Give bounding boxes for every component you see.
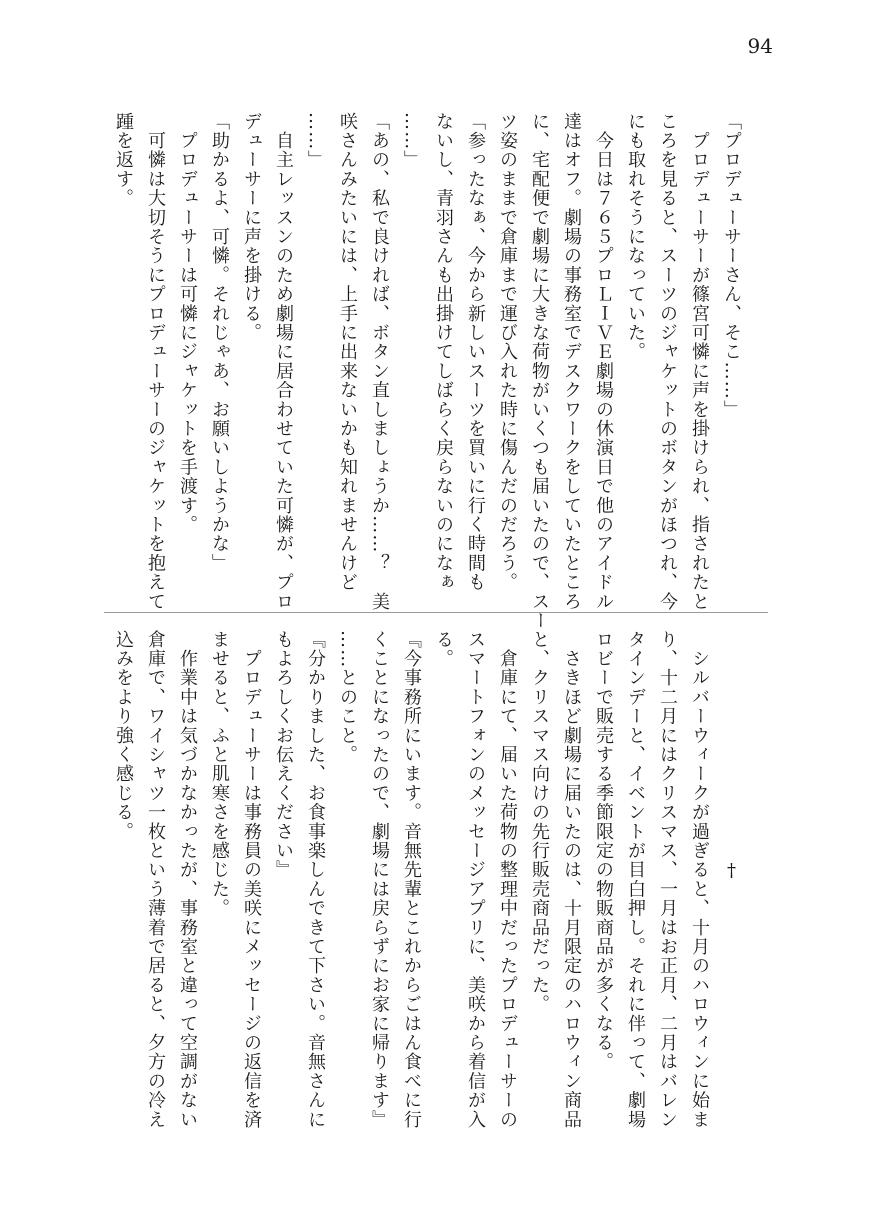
text-line: と、クリスマス向けの先行販売商品だった。	[529, 630, 550, 1014]
text-line: ませると、ふと肌寒さを感じた。	[209, 630, 230, 918]
page-number: 94	[747, 34, 773, 58]
text-line: 可憐は大切そうにプロデューサーのジャケットを抱えて	[145, 112, 166, 612]
text-line: に、宅配便で劇場に大きな荷物がいくつも届いたので、スー	[529, 112, 550, 631]
text-line: くことになったので、劇場には戻らずにお家に帰ります』	[369, 630, 390, 1130]
text-line: スマートフォンのメッセージアプリに、美咲から着信が入	[465, 630, 486, 1130]
text-line: 倉庫にて、届いた荷物の整理中だったプロデューサーの	[497, 630, 518, 1130]
text-line: にも取れそうになっていた。	[625, 112, 646, 362]
text-line: シルバーウィークが過ぎると、十月のハロウィンに始ま	[689, 630, 710, 1130]
text-line: 作業中は気づかなかったが、事務室と違って空調がない	[177, 630, 198, 1130]
text-line: 「参ったなぁ、今から新しいスーツを買いに行く時間も	[465, 112, 486, 592]
top-text-block	[107, 112, 747, 631]
text-line: 達はオフ。劇場の事務室でデスクワークをしていたところ	[561, 112, 582, 612]
text-line: 踵を返す。	[113, 112, 134, 208]
text-line: ……とのこと。	[337, 630, 358, 765]
text-line: もよろしくお伝えください』	[273, 630, 294, 880]
text-line: ロビーで販売する季節限定の物販商品が多くなる。	[593, 630, 614, 1072]
text-line: 『今事務所にいます。音無先輩とこれからごはん食べに行	[401, 630, 422, 1130]
text-line: プロデューサーは可憐にジャケットを手渡す。	[177, 112, 198, 535]
text-line: ころを見ると、スーツのジャケットのボタンがほつれ、今	[657, 112, 678, 612]
text-line: 咲さんみたいには、上手に出来ないかも知れませんけど	[337, 112, 358, 592]
text-line: デューサーに声を掛ける。	[241, 112, 262, 343]
text-line: ……」	[305, 112, 326, 170]
text-line: ないし、青羽さんも出掛けてしばらく戻らないのになぁ	[433, 112, 454, 592]
text-line: 今日は７６５プロＬＩＶＥ劇場の休演日で他のアイドル	[593, 112, 614, 612]
section-mark: †	[721, 860, 742, 883]
text-line: プロデューサーは事務員の美咲にメッセージの返信を済	[241, 630, 262, 1130]
section-divider	[104, 612, 768, 613]
text-line: 「プロデューサーさん、そこ……」	[721, 112, 742, 420]
text-line: プロデューサーが篠宮可憐に声を掛けられ、指されたと	[689, 112, 710, 612]
text-line: タインデーと、イベントが目白押し。それに伴って、劇場	[625, 630, 646, 1130]
text-line: 込みをより強く感じる。	[113, 630, 134, 842]
text-line: ツ姿のままで倉庫まで運び入れた時に傷んだのだろう。	[497, 112, 518, 592]
text-line: 「助かるよ、可憐。それじゃあ、お願いしようかな」	[209, 112, 230, 573]
text-line: さきほど劇場に届いたのは、十月限定のハロウィン商品	[561, 630, 582, 1130]
text-line: 自主レッスンのため劇場に居合わせていた可憐が、プロ	[273, 112, 294, 612]
text-line: ……」	[401, 112, 422, 170]
text-line: り、十二月にはクリスマス、一月はお正月、二月はバレン	[657, 630, 678, 1130]
text-line: 「あの、私で良ければ、ボタン直しましょうか……？ 美	[369, 112, 390, 612]
text-line: 倉庫で、ワイシャツ一枚という薄着で居ると、夕方の冷え	[145, 630, 166, 1130]
text-line: る。	[433, 630, 454, 669]
bottom-text-block	[107, 630, 747, 1130]
text-line: 『分かりました、お食事楽しんできて下さい。音無さんに	[305, 630, 326, 1130]
